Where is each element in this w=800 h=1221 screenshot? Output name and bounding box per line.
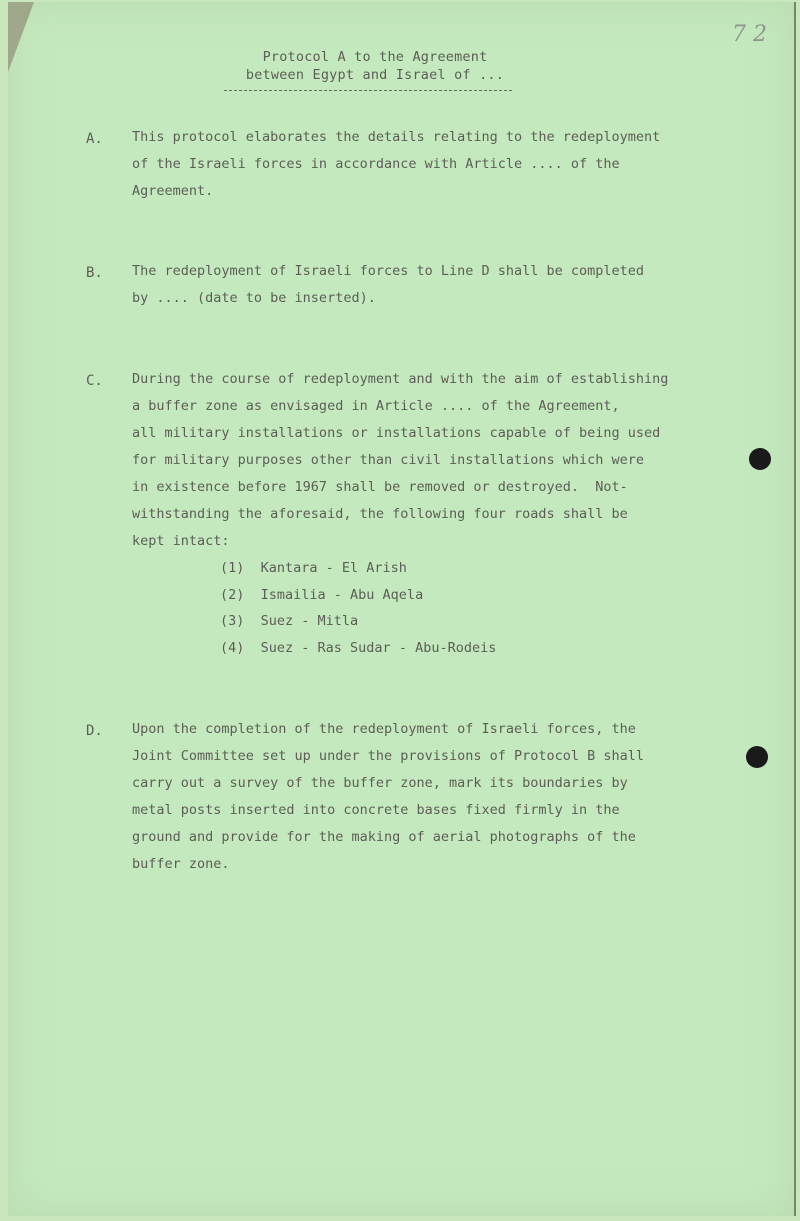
punch-hole (746, 746, 768, 768)
section-d-line: carry out a survey of the buffer zone, mark its boundaries by (132, 775, 628, 791)
section-a-line: This protocol elaborates the details relating to the redeployment (132, 129, 661, 145)
section-b-line: The redeployment of Israeli forces to Line D shall be completed (132, 263, 645, 279)
section-c-paragraph (132, 366, 712, 555)
section-d-paragraph (132, 716, 712, 878)
section-d-line: buffer zone. (132, 856, 230, 872)
section-c-line: kept intact: (132, 533, 230, 549)
section-a-line: of the Israeli forces in accordance with Article .... of the (132, 156, 620, 172)
section-d-letter: D. (86, 723, 103, 739)
section-b-letter: B. (86, 265, 103, 281)
section-c-line: in existence before 1967 shall be removed or destroyed. Not- (132, 479, 628, 495)
section-c-line: a buffer zone as envisaged in Article .... of the Agreement, (132, 398, 620, 414)
section-c-line: all military installations or installations capable of being used (132, 425, 661, 441)
section-a-line: Agreement. (132, 183, 214, 199)
section-a-letter: A. (86, 131, 103, 147)
title-underline (224, 90, 512, 91)
section-a-paragraph (132, 124, 712, 205)
section-d-line: Upon the completion of the redeployment of Israeli forces, the (132, 721, 636, 737)
section-d-line: Joint Committee set up under the provisions of Protocol B shall (132, 748, 645, 764)
road-item: (4) Suez - Ras Sudar - Abu-Rodeis (220, 640, 497, 656)
road-item: (3) Suez - Mitla (220, 613, 359, 629)
section-c-line: During the course of redeployment and with the aim of establishing (132, 371, 669, 387)
page-number: 7 2 (732, 22, 767, 47)
title-line-2: between Egypt and Israel of ... (245, 67, 505, 83)
section-b-paragraph (132, 258, 712, 312)
section-d-line: ground and provide for the making of aerial photographs of the (132, 829, 636, 845)
section-b-line: by .... (date to be inserted). (132, 290, 376, 306)
section-c-line: for military purposes other than civil installations which were (132, 452, 645, 468)
title-line-1: Protocol A to the Agreement (262, 49, 488, 65)
road-item: (2) Ismailia - Abu Aqela (220, 587, 424, 603)
document-page (8, 2, 796, 1216)
road-item: (1) Kantara - El Arish (220, 560, 407, 576)
section-c-line: withstanding the aforesaid, the following four roads shall be (132, 506, 628, 522)
section-c-letter: C. (86, 373, 103, 389)
section-d-line: metal posts inserted into concrete bases fixed firmly in the (132, 802, 620, 818)
punch-hole (749, 448, 771, 470)
